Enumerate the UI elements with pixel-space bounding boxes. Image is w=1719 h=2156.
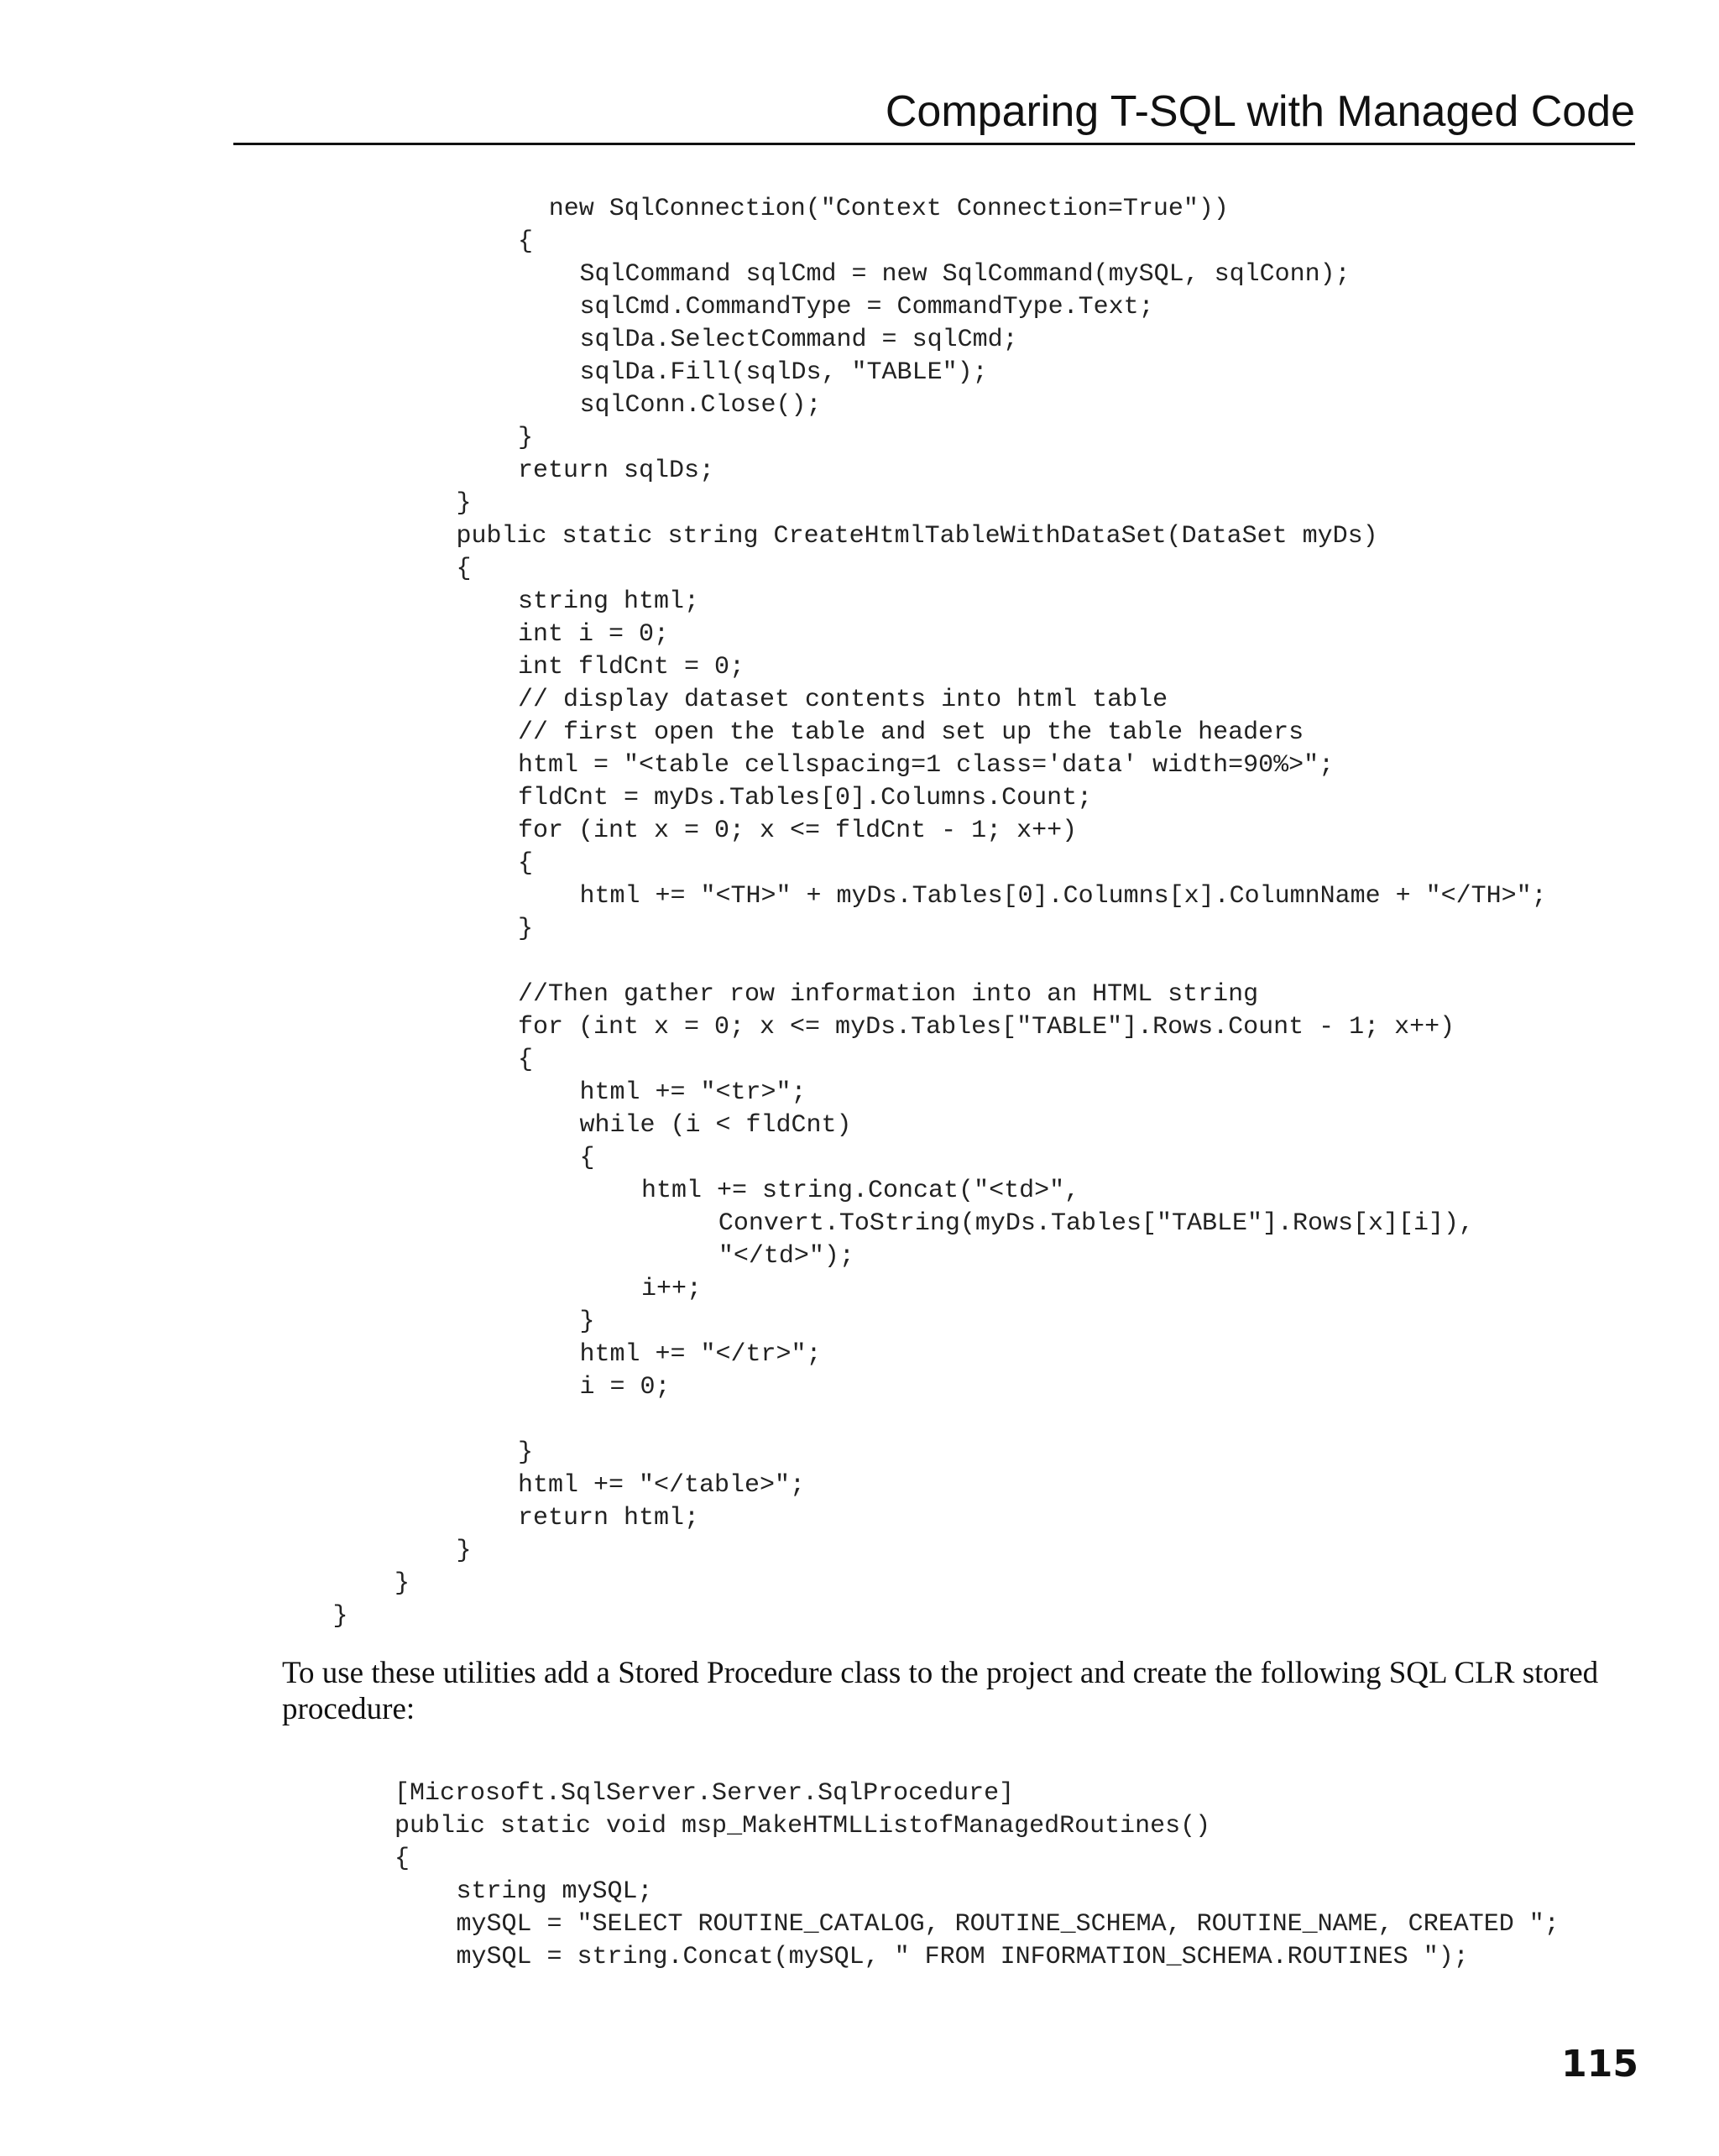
code-line: sqlDa.SelectCommand = sqlCmd; [579,326,1018,354]
code-line: return html; [518,1504,700,1532]
code-line: i++; [641,1275,703,1303]
code-line: sqlConn.Close(); [579,391,822,420]
running-header [233,84,1635,145]
code-line: public static string CreateHtmlTableWithDataSet(DataSet myDs) [456,522,1378,551]
code-line: mySQL = string.Concat(mySQL, " FROM INFORMATION_SCHEMA.ROUTINES "); [456,1943,1469,1971]
code-line: for (int x = 0; x <= myDs.Tables["TABLE"].Rows.Count - 1; x++) [518,1013,1455,1041]
code-line: "</td>"); [718,1242,854,1271]
code-line: //Then gather row information into an HTML string [518,980,1259,1009]
code-line: } [456,489,472,518]
code-line: new SqlConnection("Context Connection=True")) [548,195,1229,223]
code-line: { [518,1046,534,1074]
code-line: { [518,849,534,878]
code-line: int fldCnt = 0; [518,653,745,681]
code-line: html = "<table cellspacing=1 class='data' width=90%>"; [518,751,1335,780]
body-paragraph: To use these utilities add a Stored Procedure class to the project and create the following SQL CLR stored procedure: [282,1656,1599,1726]
code-line: } [332,1602,348,1631]
code-line: { [456,555,472,583]
code-line: { [579,1144,595,1172]
code-line: html += "<TH>" + myDs.Tables[0].Columns[x].ColumnName + "</TH>"; [579,882,1547,911]
code-line: sqlCmd.CommandType = CommandType.Text; [579,293,1154,321]
code-line: for (int x = 0; x <= fldCnt - 1; x++) [518,817,1078,845]
code-line: } [518,424,534,452]
code-line: int i = 0; [518,620,670,649]
code-line: SqlCommand sqlCmd = new SqlCommand(mySQL, sqlConn); [579,260,1351,289]
code-line: mySQL = "SELECT ROUTINE_CATALOG, ROUTINE_SCHEMA, ROUTINE_NAME, CREATED "; [456,1910,1560,1939]
code-line: string mySQL; [456,1877,653,1906]
code-line: Convert.ToString(myDs.Tables["TABLE"].Rows[x][i]), [718,1209,1475,1238]
code-line: } [456,1537,472,1565]
code-line: { [394,1845,410,1873]
page-number: 115 [1561,2043,1638,2086]
code-line: html += "</tr>"; [579,1340,822,1369]
code-line: string html; [518,587,700,616]
code-line: while (i < fldCnt) [579,1111,852,1140]
code-line: } [518,915,534,943]
code-line: } [394,1569,410,1598]
code-line: public static void msp_MakeHTMLListofManagedRoutines() [394,1812,1211,1840]
code-line: return sqlDs; [518,457,715,485]
code-line: html += string.Concat("<td>", [641,1177,1080,1205]
code-line: [Microsoft.SqlServer.Server.SqlProcedure] [394,1779,1015,1808]
code-line: } [579,1308,595,1336]
code-line: } [518,1438,534,1467]
code-line: html += "</table>"; [518,1471,806,1500]
code-line: html += "<tr>"; [579,1078,807,1107]
header-title: Comparing T-SQL with Managed Code [885,87,1635,136]
code-line: // display dataset contents into html table [518,686,1168,714]
code-line: fldCnt = myDs.Tables[0].Columns.Count; [518,784,1093,812]
code-line: sqlDa.Fill(sqlDs, "TABLE"); [579,358,988,387]
code-line: // first open the table and set up the table headers [518,718,1304,747]
code-line: { [518,227,534,256]
code-line: i = 0; [579,1373,671,1402]
